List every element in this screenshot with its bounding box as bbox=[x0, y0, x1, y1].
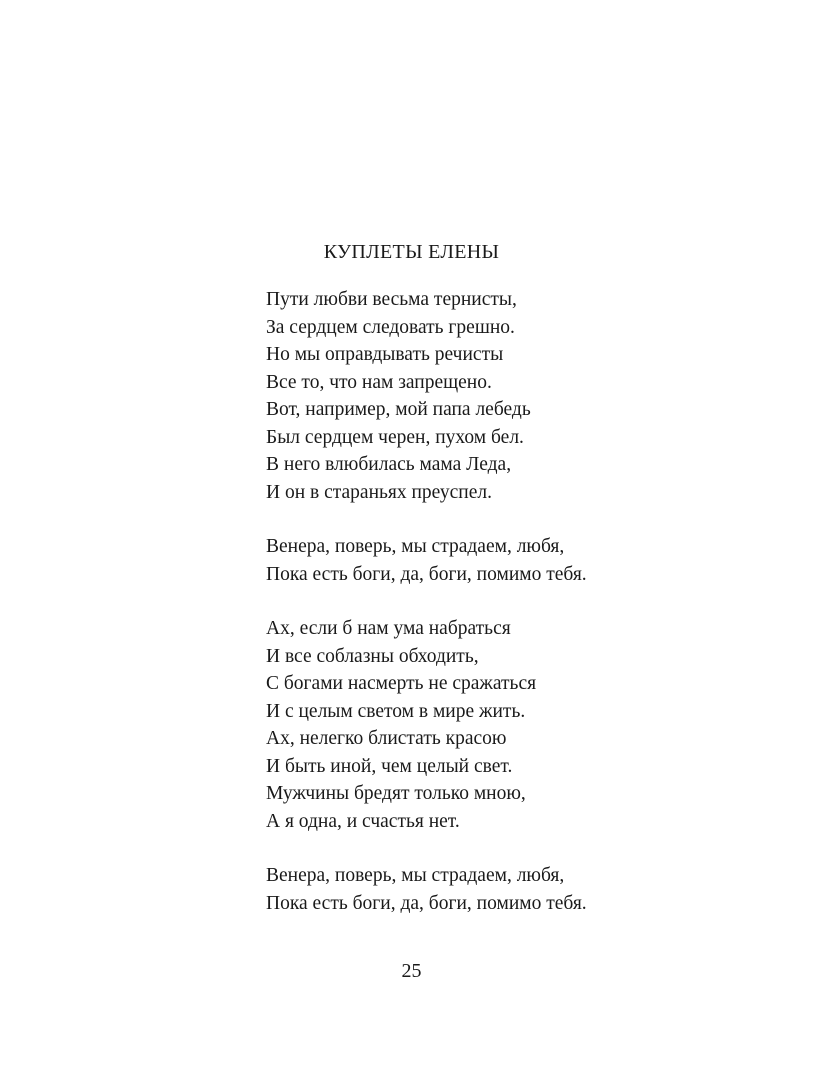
refrain-2 bbox=[266, 862, 786, 917]
poem-line: Но мы оправдывать речисты bbox=[266, 344, 504, 365]
poem-line: В него влюбилась мама Леда, bbox=[266, 454, 512, 475]
poem-line: Все то, что нам запрещено. bbox=[266, 371, 492, 393]
poem-line: И все соблазны обходить, bbox=[266, 645, 479, 667]
stanza-1 bbox=[266, 286, 786, 506]
poem-line: С богами насмерть не сражаться bbox=[266, 673, 537, 694]
poem-line: Венера, поверь, мы страдаем, любя, bbox=[266, 865, 565, 886]
poem-line: Венера, поверь, мы страдаем, любя, bbox=[266, 536, 565, 557]
poem-line: Вот, например, мой папа лебедь bbox=[266, 399, 531, 420]
poem-line: Ах, нелегко блистать красою bbox=[266, 728, 507, 749]
poem-line: Был сердцем черен, пухом бел. bbox=[266, 426, 524, 448]
poem-body bbox=[266, 286, 786, 944]
poem-line: И быть иной, чем целый свет. bbox=[266, 755, 513, 777]
stanza-2 bbox=[266, 615, 786, 835]
refrain-1 bbox=[266, 533, 786, 588]
poem-line: Пути любви весьма тернисты, bbox=[266, 289, 517, 310]
poem-line: Пока есть боги, да, боги, помимо тебя. bbox=[266, 563, 587, 585]
poem-line: И с целым светом в мире жить. bbox=[266, 700, 526, 722]
poem-line: И он в стараньях преуспел. bbox=[266, 481, 492, 503]
page-number: 25 bbox=[401, 960, 422, 982]
poem-line: А я одна, и счастья нет. bbox=[266, 810, 460, 832]
poem-title: КУПЛЕТЫ ЕЛЕНЫ bbox=[323, 241, 500, 263]
poem-line: Мужчины бредят только мною, bbox=[266, 783, 526, 804]
poem-line: Пока есть боги, да, боги, помимо тебя. bbox=[266, 892, 587, 914]
poem-line: Ах, если б нам ума набраться bbox=[266, 618, 511, 639]
poem-line: За сердцем следовать грешно. bbox=[266, 316, 515, 338]
